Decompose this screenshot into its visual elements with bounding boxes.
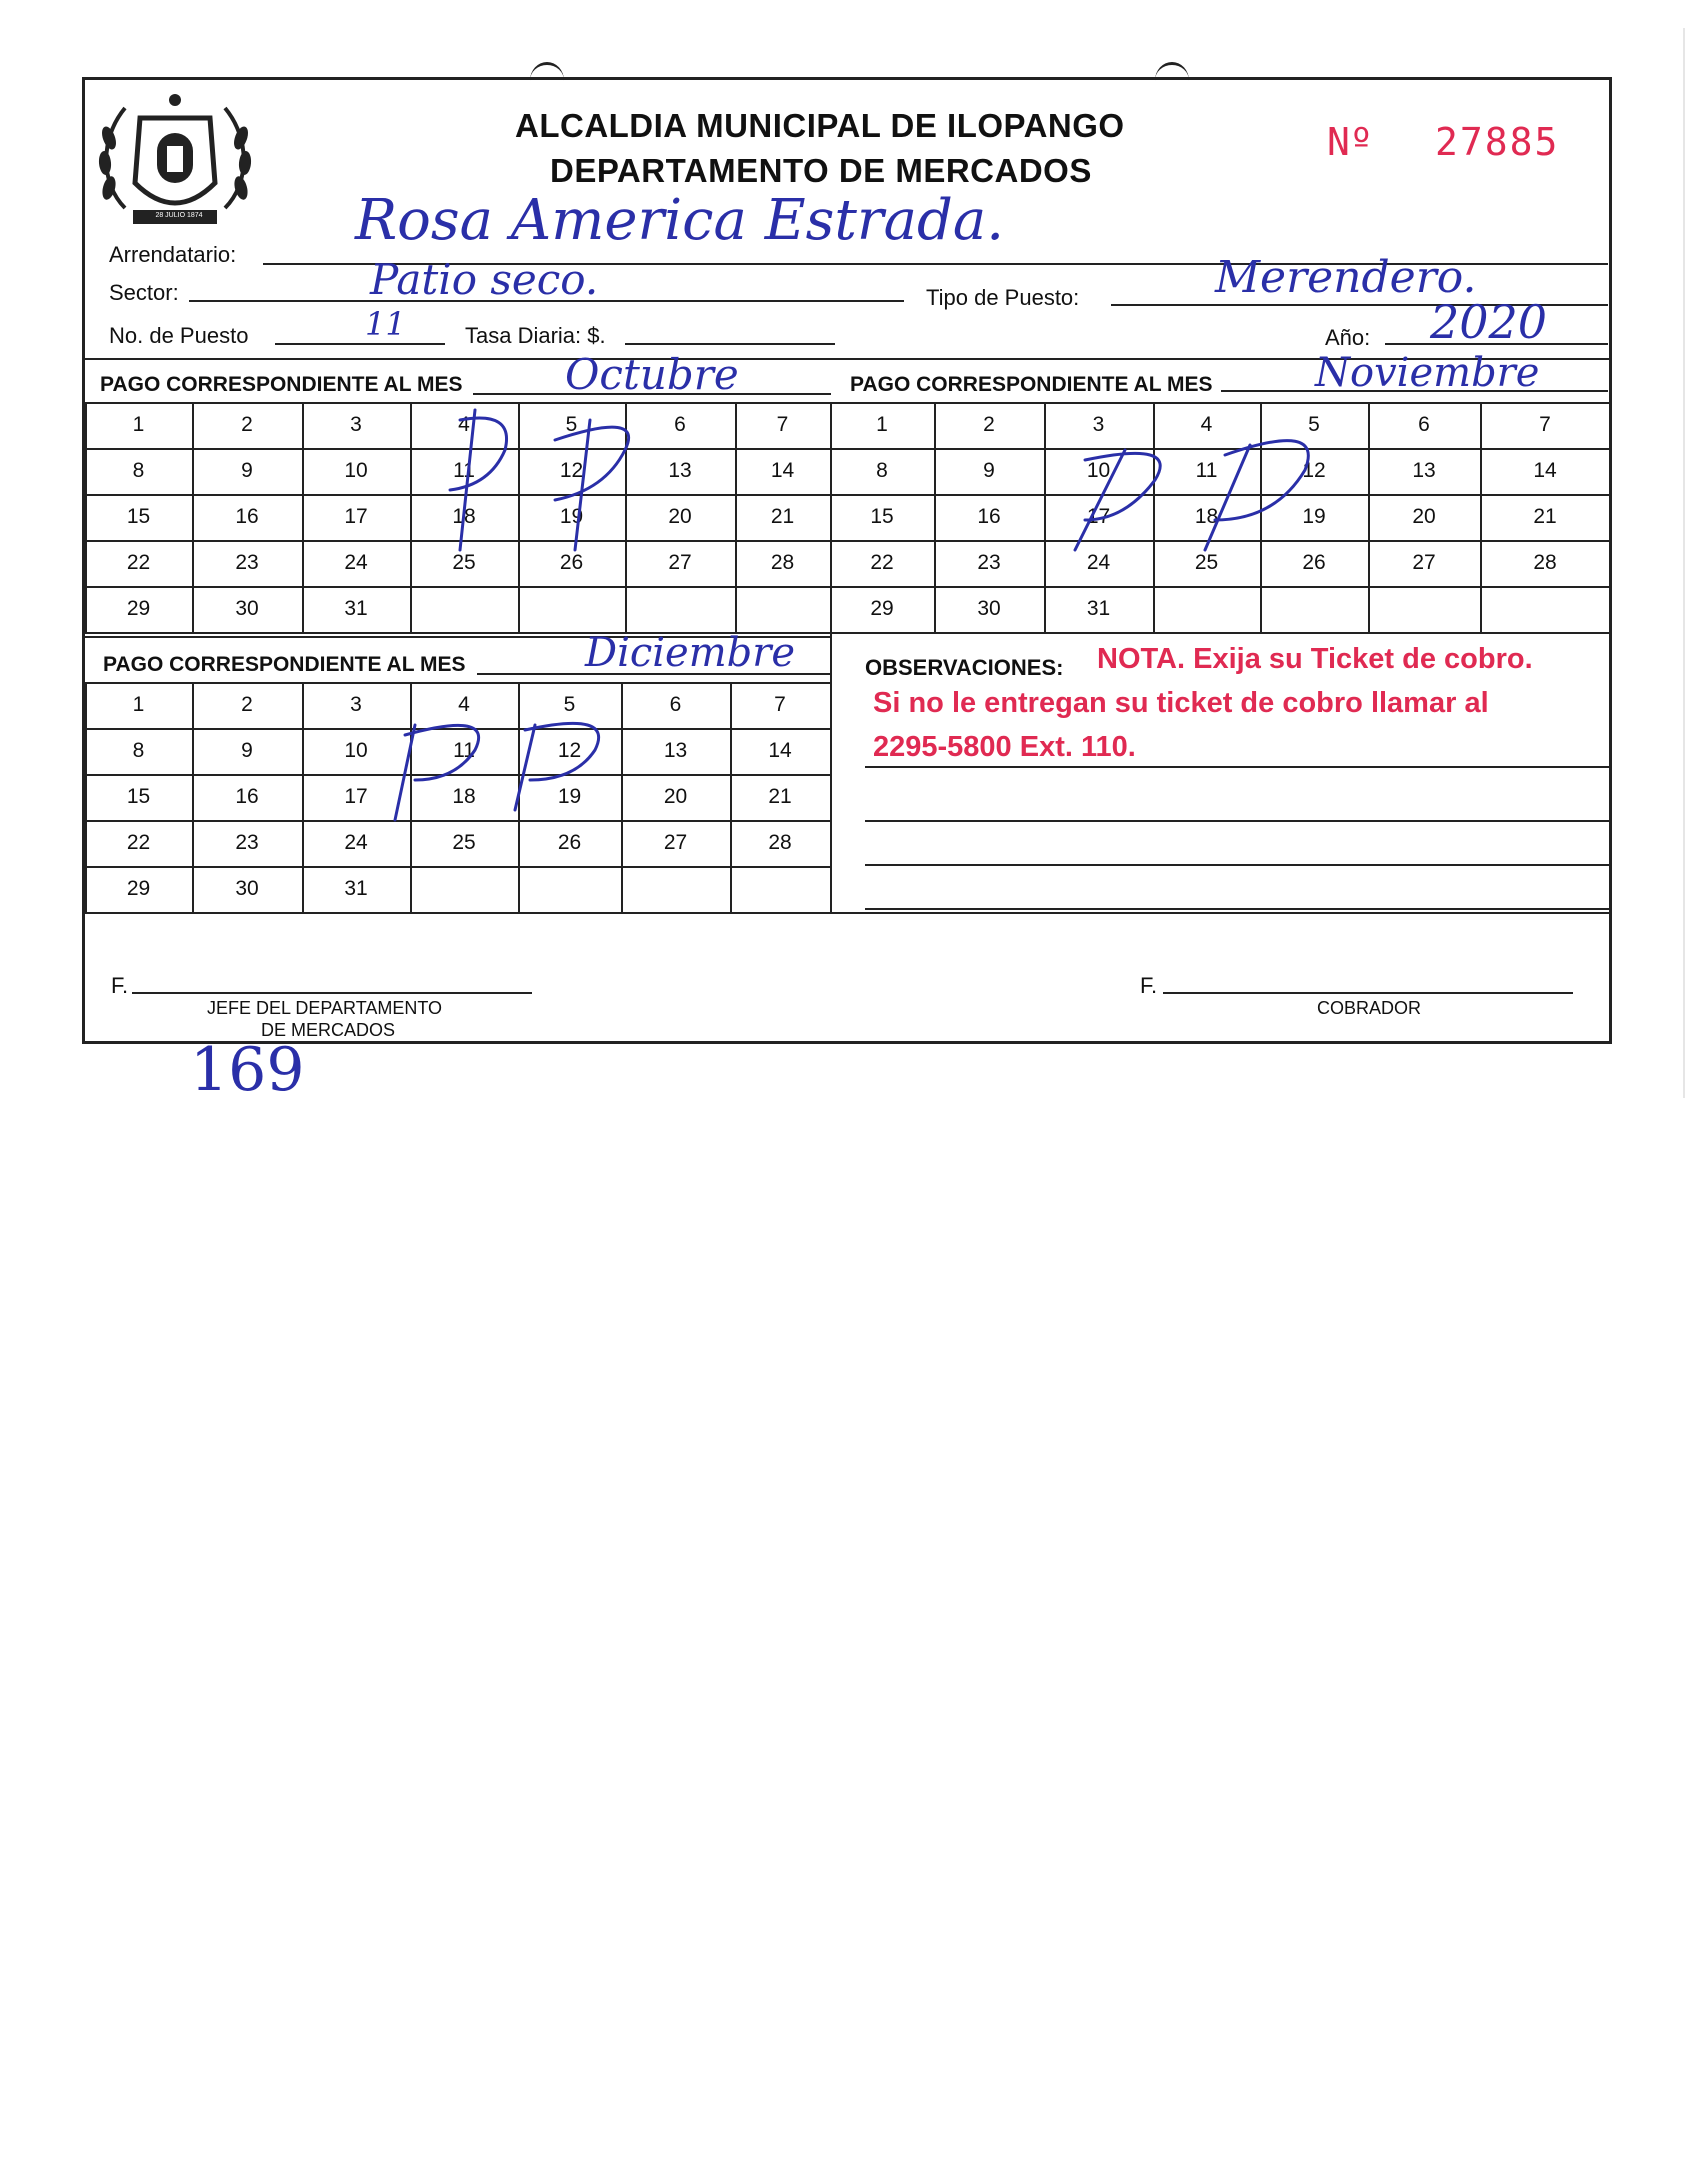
day-cell: 20 bbox=[668, 505, 692, 528]
day-cell: 29 bbox=[126, 877, 151, 900]
day-cell: 5 bbox=[565, 413, 578, 436]
day-cell: 24 bbox=[344, 831, 368, 854]
day-cell: 20 bbox=[663, 785, 688, 808]
day-cell: 11 bbox=[1195, 459, 1218, 482]
day-cell: 1 bbox=[132, 693, 145, 716]
day-cell: 30 bbox=[235, 597, 259, 620]
day-cell: 27 bbox=[668, 551, 692, 574]
day-cell: 16 bbox=[235, 785, 259, 808]
day-cell: 4 bbox=[458, 413, 470, 436]
seal-date-text: 28 JULIO 1874 bbox=[155, 212, 203, 219]
day-cell: 1 bbox=[132, 413, 145, 436]
day-cell: 26 bbox=[559, 551, 584, 574]
day-cell: 30 bbox=[977, 597, 1001, 620]
receipt-number: 27885 bbox=[1435, 120, 1560, 164]
ano-value: 2020 bbox=[1430, 295, 1548, 349]
day-cell: 13 bbox=[663, 739, 688, 762]
day-cell: 26 bbox=[557, 831, 582, 854]
page-title: ALCALDIA MUNICIPAL DE ILOPANGO bbox=[515, 107, 1125, 144]
day-cell: 27 bbox=[1412, 551, 1436, 574]
note-line-2: Si no le entregan su ticket de cobro llamar al bbox=[873, 687, 1489, 719]
signature-f-cobrador: F. bbox=[1140, 973, 1158, 998]
paid-mark-dic-12 bbox=[515, 723, 599, 810]
day-cell: 13 bbox=[1412, 459, 1436, 482]
day-cell: 28 bbox=[1533, 551, 1557, 574]
tipo-puesto-value: Merendero. bbox=[1215, 252, 1477, 303]
day-cell: 1 bbox=[876, 413, 888, 436]
day-cell: 17 bbox=[1086, 505, 1111, 528]
day-cell: 5 bbox=[1308, 413, 1320, 436]
day-cell: 12 bbox=[1302, 459, 1326, 482]
tipo-puesto-label: Tipo de Puesto: bbox=[926, 285, 1080, 310]
arrendatario-value: Rosa America Estrada. bbox=[355, 188, 1005, 253]
day-cell: 19 bbox=[559, 505, 584, 528]
page-subtitle: DEPARTAMENTO DE MERCADOS bbox=[550, 152, 1092, 189]
puesto-value: 11 bbox=[365, 305, 406, 343]
paid-mark-nov-11 bbox=[1205, 441, 1308, 550]
day-cell: 28 bbox=[768, 831, 792, 854]
day-cell: 22 bbox=[870, 551, 894, 574]
day-cell: 29 bbox=[870, 597, 894, 620]
day-cell: 14 bbox=[1533, 459, 1557, 482]
day-cell: 16 bbox=[235, 505, 259, 528]
day-cell: 10 bbox=[1086, 459, 1111, 482]
day-cell: 17 bbox=[344, 505, 368, 528]
day-cell: 8 bbox=[132, 459, 145, 482]
day-cell: 10 bbox=[344, 739, 368, 762]
day-cell: 23 bbox=[977, 551, 1001, 574]
day-cell: 18 bbox=[452, 505, 476, 528]
day-cell: 22 bbox=[126, 551, 151, 574]
paid-mark-oct-11 bbox=[450, 410, 507, 550]
puesto-label: No. de Puesto bbox=[109, 323, 249, 348]
day-cell: 28 bbox=[770, 551, 795, 574]
note-line-3: 2295-5800 Ext. 110. bbox=[873, 731, 1136, 763]
day-cell: 2 bbox=[241, 413, 253, 436]
day-cell: 12 bbox=[559, 459, 584, 482]
day-cell: 29 bbox=[126, 597, 151, 620]
paid-mark-nov-10 bbox=[1075, 450, 1160, 550]
month-value-2: Noviembre bbox=[1315, 350, 1540, 396]
day-cell: 5 bbox=[563, 693, 576, 716]
day-cell: 21 bbox=[768, 785, 792, 808]
day-cell: 31 bbox=[344, 877, 368, 900]
day-cell: 31 bbox=[344, 597, 368, 620]
day-cell: 9 bbox=[241, 459, 253, 482]
day-cell: 23 bbox=[235, 551, 259, 574]
day-cell: 9 bbox=[983, 459, 995, 482]
day-cell: 12 bbox=[557, 739, 582, 762]
day-cell: 10 bbox=[344, 459, 368, 482]
day-cell: 6 bbox=[669, 693, 682, 716]
day-cell: 26 bbox=[1302, 551, 1326, 574]
day-cell: 8 bbox=[132, 739, 145, 762]
day-cell: 17 bbox=[344, 785, 368, 808]
paid-mark-dic-11 bbox=[395, 725, 479, 820]
day-cell: 9 bbox=[241, 739, 253, 762]
day-cell: 18 bbox=[452, 785, 476, 808]
day-cell: 11 bbox=[453, 459, 475, 482]
day-cell: 22 bbox=[126, 831, 151, 854]
observaciones-label: OBSERVACIONES: bbox=[865, 655, 1064, 680]
cobrador-label: COBRADOR bbox=[1317, 998, 1422, 1018]
day-cell: 31 bbox=[1086, 597, 1111, 620]
day-cell: 14 bbox=[768, 739, 792, 762]
day-cell: 4 bbox=[1200, 413, 1213, 436]
day-cell: 20 bbox=[1412, 505, 1436, 528]
day-cell: 7 bbox=[774, 693, 786, 716]
day-cell: 11 bbox=[453, 739, 475, 762]
day-cell: 21 bbox=[770, 505, 795, 528]
ano-label: Año: bbox=[1325, 325, 1371, 350]
day-cell: 25 bbox=[452, 551, 476, 574]
day-cell: 27 bbox=[663, 831, 688, 854]
day-cell: 24 bbox=[344, 551, 368, 574]
month-label-1: PAGO CORRESPONDIENTE AL MES bbox=[100, 373, 463, 396]
tasa-diaria-label: Tasa Diaria: $. bbox=[465, 323, 606, 348]
day-cell: 13 bbox=[668, 459, 692, 482]
receipt-number-label: Nº bbox=[1327, 120, 1373, 164]
jefe-label-line2: DE MERCADOS bbox=[261, 1020, 396, 1040]
arrendatario-label: Arrendatario: bbox=[109, 242, 237, 267]
day-cell: 24 bbox=[1086, 551, 1111, 574]
sector-value: Patio seco. bbox=[370, 255, 599, 304]
day-cell: 7 bbox=[1539, 413, 1551, 436]
sector-label: Sector: bbox=[109, 280, 179, 305]
day-cell: 2 bbox=[241, 693, 253, 716]
day-cell: 15 bbox=[870, 505, 894, 528]
day-cell: 2 bbox=[983, 413, 995, 436]
day-cell: 19 bbox=[1302, 505, 1326, 528]
jefe-label-line1: JEFE DEL DEPARTAMENTO bbox=[207, 998, 443, 1018]
month-label-2: PAGO CORRESPONDIENTE AL MES bbox=[850, 373, 1213, 396]
day-cell: 15 bbox=[126, 505, 151, 528]
day-cell: 19 bbox=[557, 785, 582, 808]
day-cell: 25 bbox=[1194, 551, 1219, 574]
note-line-1: NOTA. Exija su Ticket de cobro. bbox=[1097, 643, 1533, 675]
day-cell: 30 bbox=[235, 877, 259, 900]
page-note-number: 169 bbox=[190, 1035, 305, 1105]
day-cell: 7 bbox=[776, 413, 789, 436]
day-cell: 6 bbox=[674, 413, 686, 436]
day-cell: 16 bbox=[977, 505, 1001, 528]
day-cell: 23 bbox=[235, 831, 259, 854]
day-cell: 18 bbox=[1194, 505, 1219, 528]
handwritten-paid-marks bbox=[85, 80, 1615, 1047]
day-cell: 25 bbox=[452, 831, 476, 854]
day-cell: 8 bbox=[876, 459, 888, 482]
signature-f-jefe: F. bbox=[111, 973, 129, 998]
day-cell: 3 bbox=[1092, 413, 1105, 436]
day-cell: 4 bbox=[458, 693, 470, 716]
day-cell: 3 bbox=[350, 413, 362, 436]
month-value-1: Octubre bbox=[565, 350, 739, 399]
day-cell: 15 bbox=[126, 785, 151, 808]
month-label-3: PAGO CORRESPONDIENTE AL MES bbox=[103, 653, 466, 676]
month-value-3: Diciembre bbox=[585, 630, 796, 676]
day-cell: 6 bbox=[1418, 413, 1430, 436]
paid-mark-oct-12 bbox=[555, 420, 629, 550]
day-cell: 21 bbox=[1533, 505, 1557, 528]
receipt-card bbox=[82, 77, 1612, 1044]
day-cell: 14 bbox=[770, 459, 795, 482]
day-cell: 3 bbox=[350, 693, 362, 716]
